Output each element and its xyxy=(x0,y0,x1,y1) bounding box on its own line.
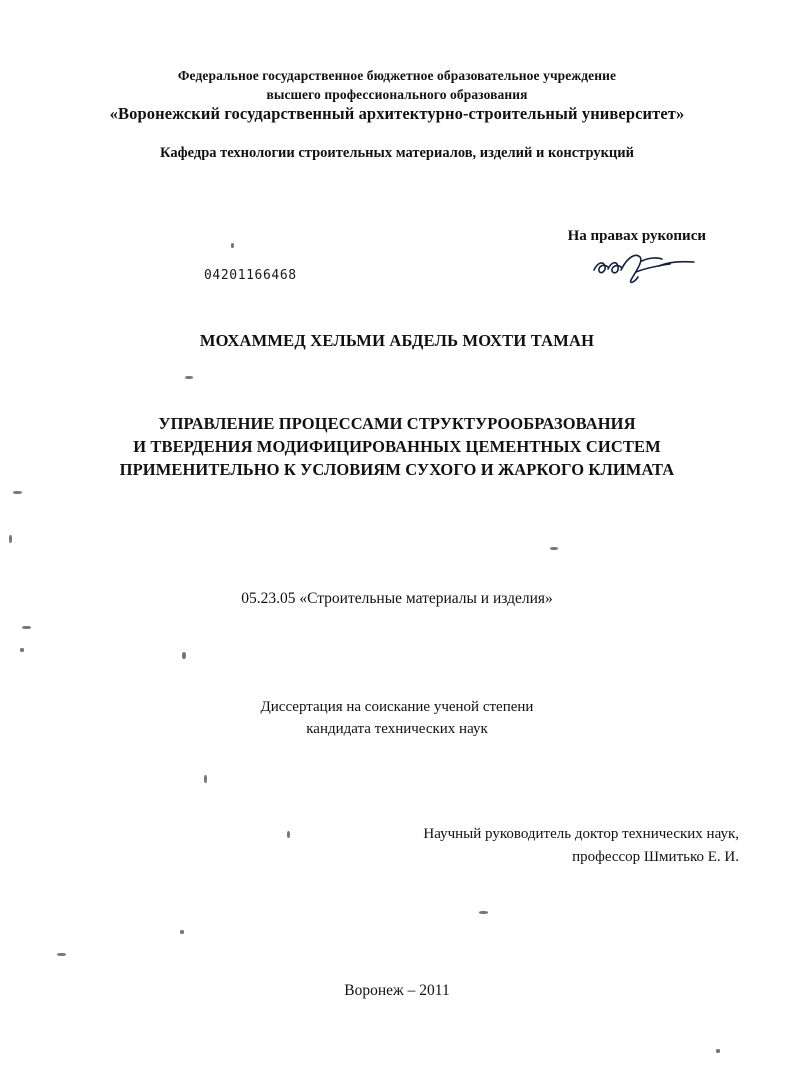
scan-speck xyxy=(231,243,234,248)
speciality-code: 05.23.05 «Строительные материалы и изделия» xyxy=(241,590,553,607)
catalogue-number: 04201166468 xyxy=(204,268,297,283)
supervisor-block xyxy=(423,823,739,869)
title-line-2: И ТВЕРДЕНИЯ МОДИФИЦИРОВАННЫХ ЦЕМЕНТНЫХ СИСТЕМ xyxy=(133,437,661,456)
title-line-1: УПРАВЛЕНИЕ ПРОЦЕССАМИ СТРУКТУРООБРАЗОВАНИЯ xyxy=(158,414,636,433)
department-line: Кафедра технологии строительных материалов, изделий и конструкций xyxy=(160,145,634,161)
degree-statement xyxy=(0,696,794,740)
place-and-year: Воронеж – 2011 xyxy=(344,982,450,999)
scan-speck xyxy=(13,491,22,494)
document-title xyxy=(0,412,794,481)
degree-line-1: Диссертация на соискание ученой степени xyxy=(260,699,534,715)
scan-speck xyxy=(57,953,66,956)
scan-speck xyxy=(479,911,488,914)
scan-speck xyxy=(716,1049,720,1053)
organization-line-2: высшего профессионального образования xyxy=(266,87,528,102)
degree-line-2: кандидата технических наук xyxy=(306,721,488,737)
scan-speck xyxy=(185,376,193,379)
scan-speck xyxy=(9,535,12,543)
handwritten-signature-icon xyxy=(590,250,710,286)
supervisor-line-1: Научный руководитель доктор технических наук, xyxy=(423,826,739,842)
organization-line-1: Федеральное государственное бюджетное образовательное учреждение xyxy=(177,68,617,83)
supervisor-line-2: профессор Шмитько Е. И. xyxy=(572,849,739,865)
scan-speck xyxy=(20,648,24,652)
scan-speck xyxy=(180,930,184,934)
title-line-3: ПРИМЕНИТЕЛЬНО К УСЛОВИЯМ СУХОГО И ЖАРКОГО КЛИМАТА xyxy=(119,460,675,479)
organization-header xyxy=(0,66,794,123)
scan-speck xyxy=(287,831,290,838)
scan-speck xyxy=(22,626,31,629)
scan-speck xyxy=(550,547,558,550)
manuscript-rights-note: На правах рукописи xyxy=(567,228,706,244)
author-name: МОХАММЕД ХЕЛЬМИ АБДЕЛЬ МОХТИ ТАМАН xyxy=(199,331,595,350)
scan-speck xyxy=(182,652,186,659)
scan-speck xyxy=(204,775,207,783)
organization-line-3: «Воронежский государственный архитектурно-строительный университет» xyxy=(109,104,685,123)
